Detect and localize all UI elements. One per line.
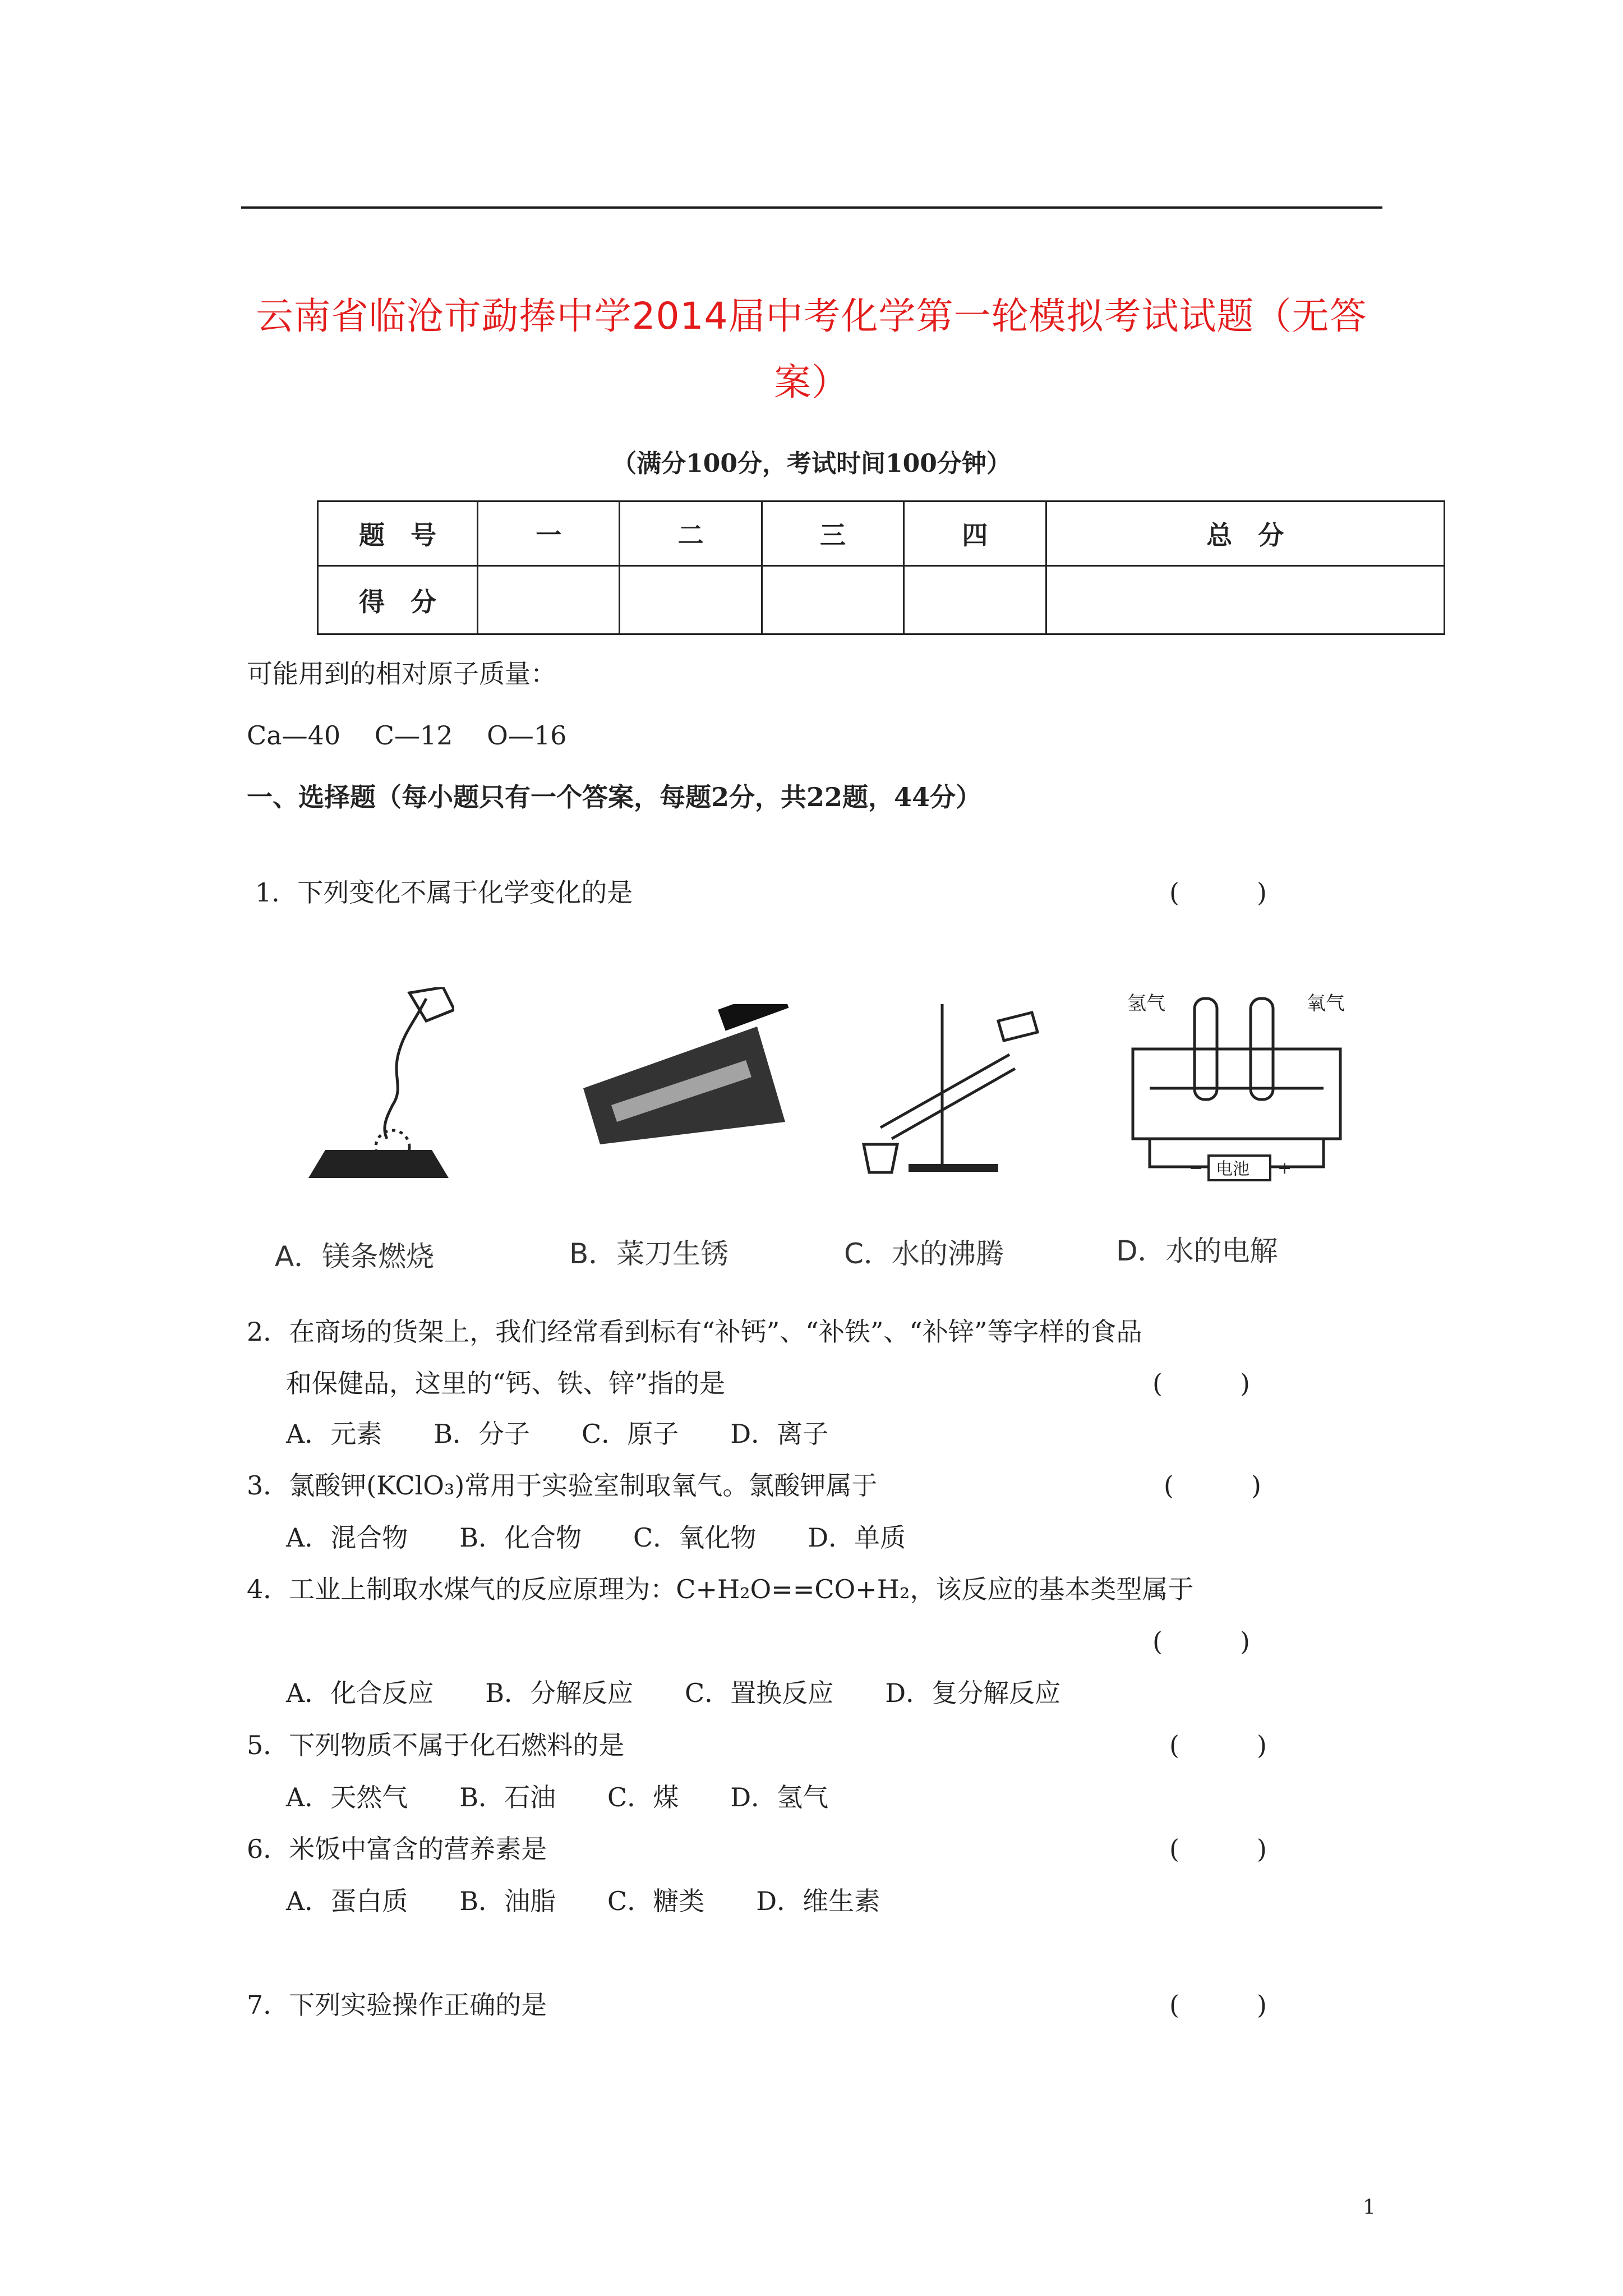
- knife-handle-shape: [718, 1004, 789, 1031]
- kitchen-knife-illustration: [578, 1004, 791, 1150]
- magnesium-strip-shape: [385, 999, 426, 1139]
- battery-minus: −: [1189, 1158, 1204, 1178]
- iron-stand-base: [909, 1164, 998, 1172]
- score-table: [317, 500, 1445, 635]
- question-2-stem-cont: 和保健品，这里的“钙、铁、锌”指的是: [286, 1368, 726, 1398]
- score-input-2[interactable]: [620, 566, 762, 634]
- q1-caption-d: D．水的电解: [1116, 1235, 1278, 1267]
- score-input-3[interactable]: [762, 566, 903, 634]
- exam-title-line2: 案）: [774, 361, 849, 404]
- score-cell-2: 二: [620, 501, 762, 566]
- question-3-stem: 3．氯酸钾(KClO₃)常用于实验室制取氧气。氯酸钾属于: [247, 1470, 878, 1501]
- question-7-answer-paren[interactable]: ( ): [1169, 1990, 1267, 2020]
- score-cell-3: 三: [762, 501, 903, 566]
- alcohol-lamp-shape: [864, 1144, 897, 1172]
- score-cell-label: 题 号: [318, 501, 478, 566]
- score-input-4[interactable]: [904, 566, 1046, 634]
- question-6-stem: 6．米饭中富含的营养素是: [247, 1834, 547, 1864]
- page-number: 1: [1363, 2196, 1376, 2219]
- water-boiling-illustration: [847, 987, 1049, 1178]
- atomic-mass-values: Ca—40 C—12 O—16: [247, 720, 567, 751]
- question-6-options: A．蛋白质 B．油脂 C．糖类 D．维生素: [286, 1886, 880, 1916]
- water-trough-shape: [1133, 1049, 1340, 1139]
- magnesium-burning-illustration: [297, 987, 454, 1189]
- exam-subtitle: （满分100分，考试时间100分钟）: [612, 449, 1011, 478]
- question-4-answer-paren[interactable]: ( ): [1152, 1626, 1250, 1657]
- question-5-options: A．天然气 B．石油 C．煤 D．氢气: [286, 1782, 829, 1812]
- question-1-answer-paren[interactable]: ( ): [1169, 877, 1267, 908]
- question-2-answer-paren[interactable]: ( ): [1152, 1368, 1250, 1398]
- question-7-stem: 7．下列实验操作正确的是: [247, 1990, 547, 2020]
- oxygen-label: 氧气: [1307, 992, 1345, 1015]
- question-3-answer-paren[interactable]: ( ): [1164, 1470, 1261, 1501]
- section1-heading: 一、选择题（每小题只有一个答案，每题2分，共22题，44分）: [247, 782, 982, 812]
- question-5-stem: 5．下列物质不属于化石燃料的是: [247, 1730, 625, 1760]
- test-tube-shape: [880, 1055, 1009, 1128]
- score-input-total[interactable]: [1046, 566, 1445, 634]
- header-rule: [241, 206, 1382, 209]
- question-6-answer-paren[interactable]: ( ): [1169, 1834, 1267, 1864]
- question-5-answer-paren[interactable]: ( ): [1169, 1730, 1267, 1760]
- question-2-stem: 2．在商场的货架上，我们经常看到标有“补钙”、“补铁”、“补锌”等字样的食品: [247, 1317, 1142, 1347]
- battery-label: 电池: [1216, 1159, 1249, 1179]
- score-cell-4: 四: [904, 501, 1046, 566]
- question-2-options: A．元素 B．分子 C．原子 D．离子: [286, 1419, 829, 1449]
- score-cell-1: 一: [478, 501, 620, 566]
- question-4-stem: 4．工业上制取水煤气的反应原理为：C+H₂O==CO+H₂，该反应的基本类型属于: [247, 1574, 1194, 1604]
- score-cell-total: 总 分: [1046, 501, 1445, 566]
- score-input-1[interactable]: [478, 566, 620, 634]
- score-table-score-row: [318, 566, 1445, 634]
- battery-plus: +: [1278, 1158, 1292, 1178]
- score-row-label: 得 分: [318, 566, 478, 634]
- q1-caption-c: C．水的沸腾: [844, 1237, 1004, 1270]
- glass-plate-shape: [998, 1013, 1038, 1041]
- hydrogen-label: 氢气: [1127, 992, 1165, 1015]
- q1-caption-a: A．镁条燃烧: [275, 1240, 435, 1273]
- question-4-options: A．化合反应 B．分解反应 C．置换反应 D．复分解反应: [286, 1678, 1061, 1708]
- water-electrolysis-illustration: [1116, 987, 1363, 1184]
- question-3-options: A．混合物 B．化合物 C．氧化物 D．单质: [286, 1522, 906, 1553]
- atomic-mass-intro: 可能用到的相对原子质量：: [247, 659, 556, 689]
- question-1-stem: 1．下列变化不属于化学变化的是: [255, 877, 633, 908]
- plate-shape: [308, 1150, 449, 1178]
- test-tube-wall-shape: [892, 1069, 1015, 1139]
- score-table-header-row: [318, 501, 1445, 566]
- q1-caption-b: B．菜刀生锈: [569, 1237, 729, 1270]
- exam-title-line1: 云南省临沧市勐捧中学2014届中考化学第一轮模拟考试试题（无答: [256, 295, 1367, 338]
